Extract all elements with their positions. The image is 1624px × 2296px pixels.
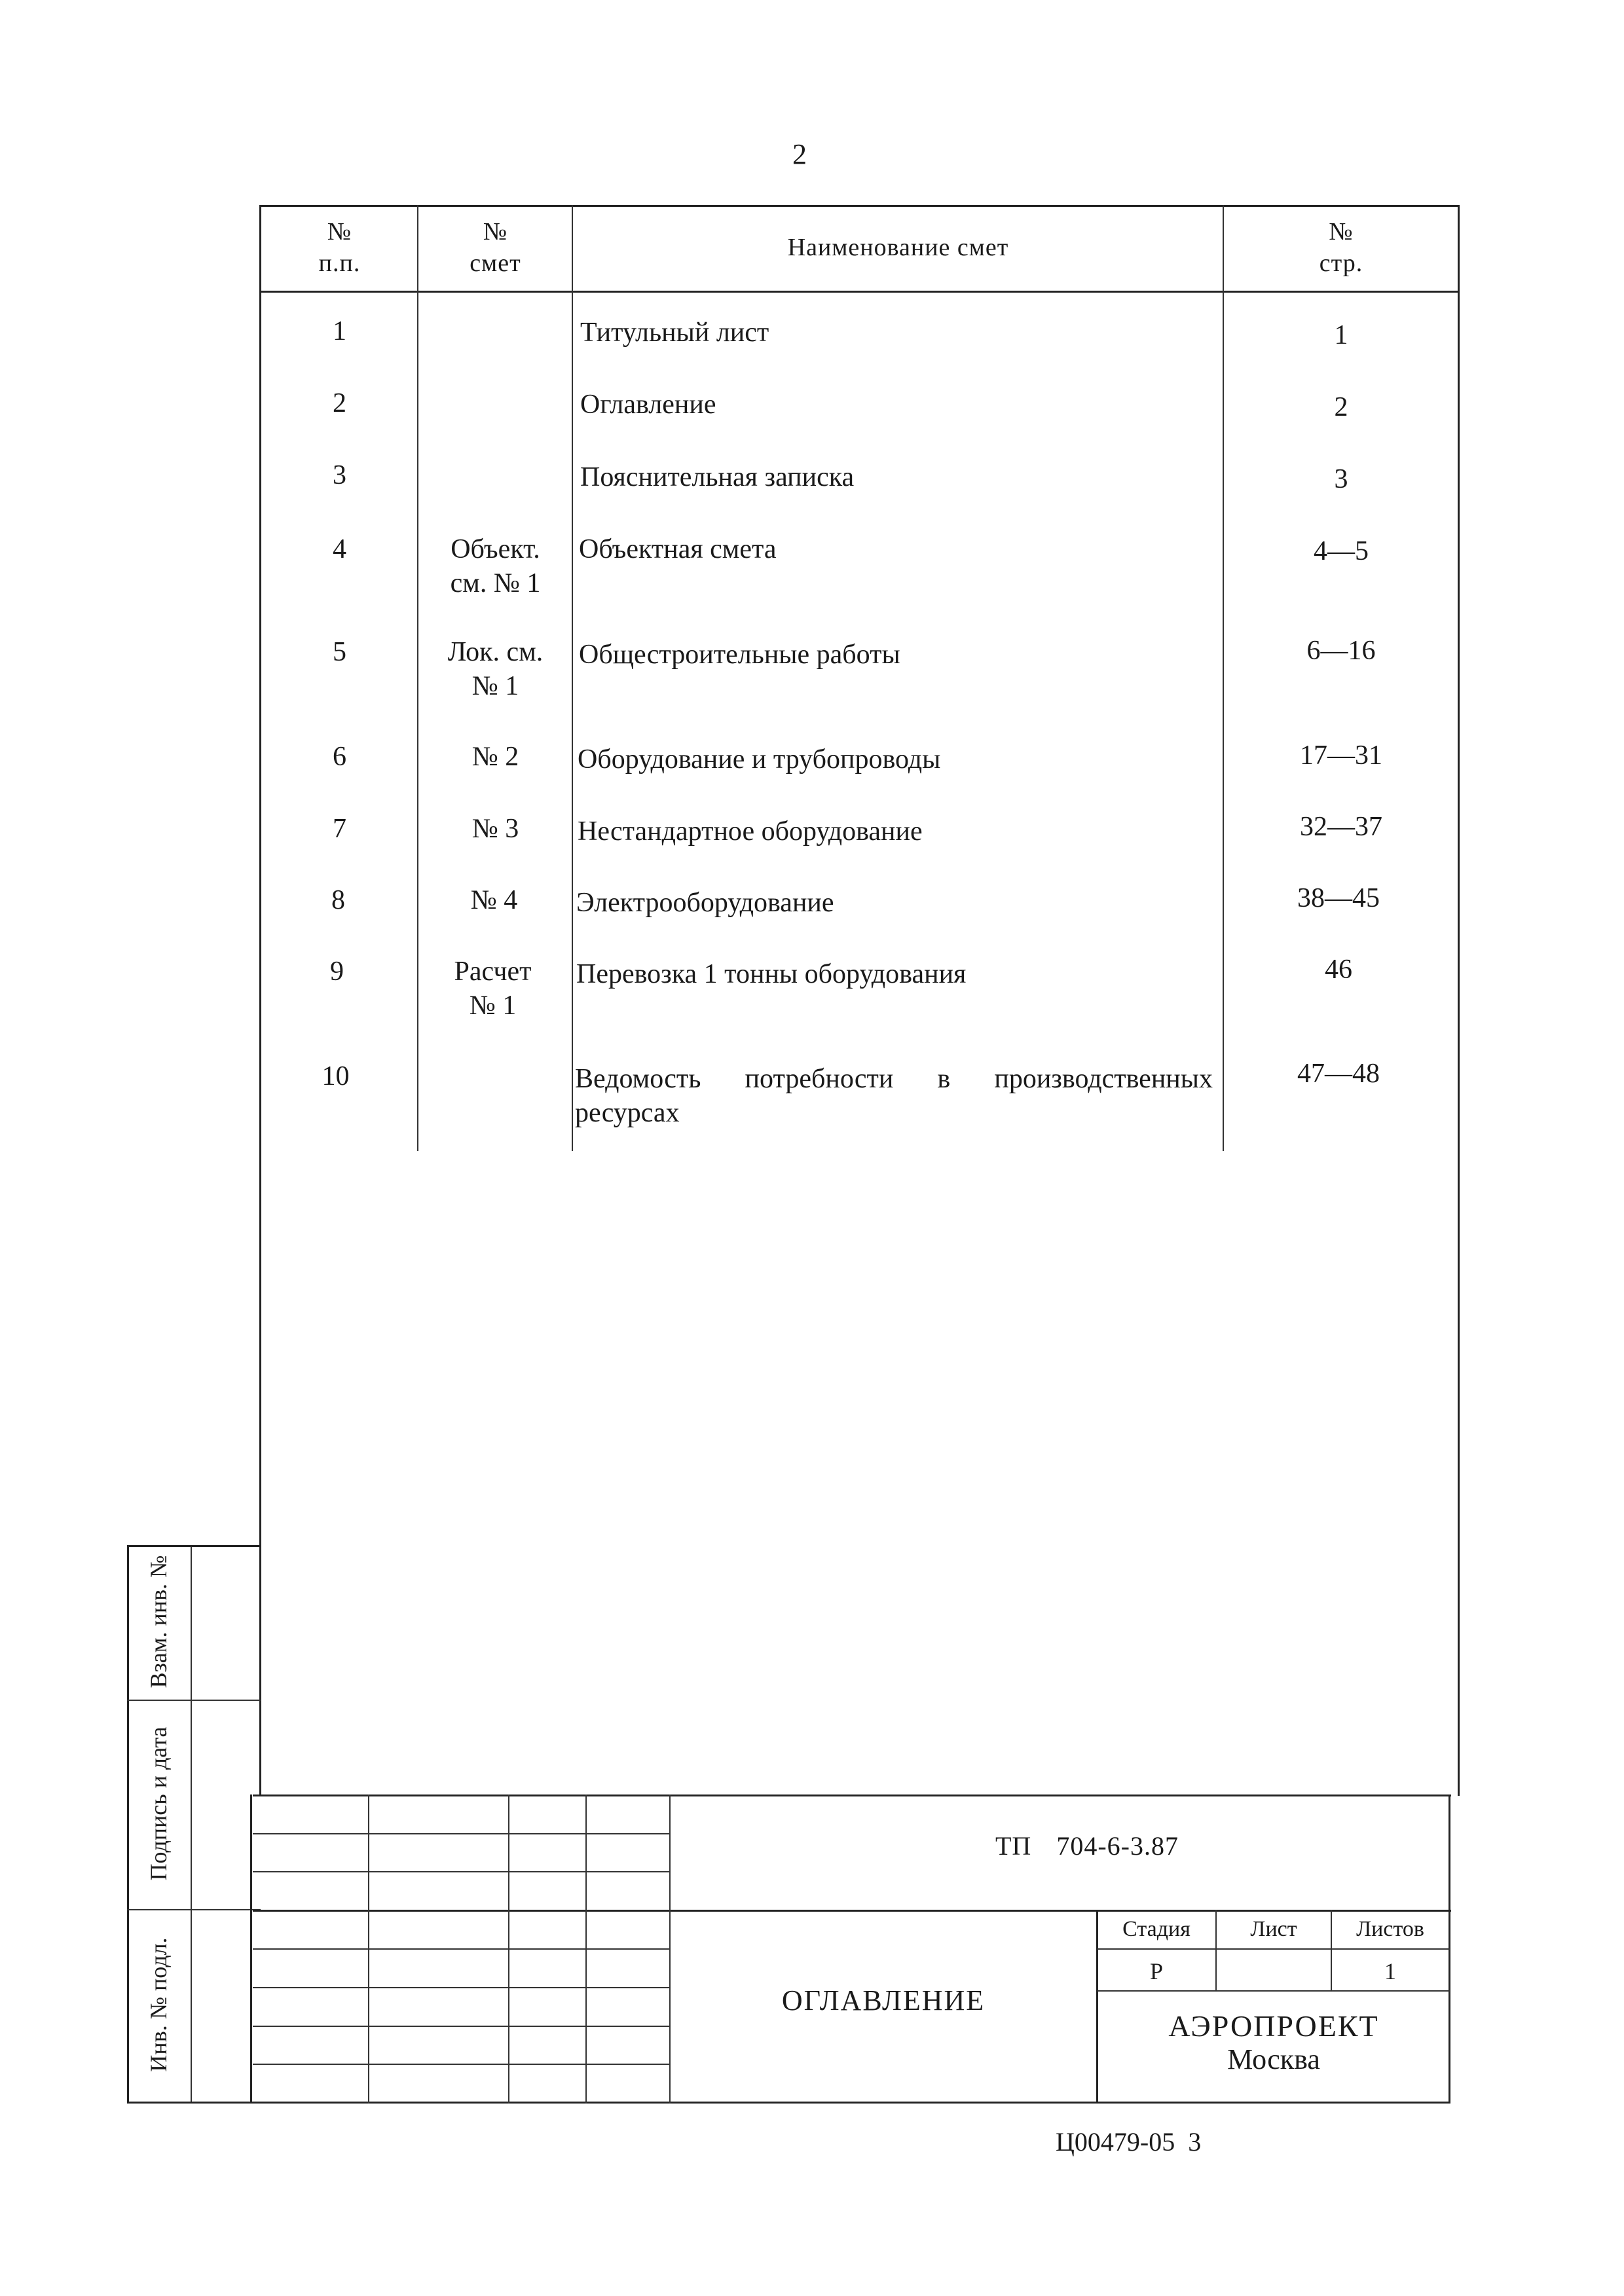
title-block-top (253, 1795, 1451, 1796)
row-number: 2 (333, 388, 346, 418)
row-estimate: № 3 (471, 814, 519, 844)
row-name: Общестроительные работы (579, 640, 900, 670)
header-page-number: № стр. (1319, 218, 1363, 277)
table-left-border (259, 205, 261, 1796)
row-page: 6—16 (1306, 636, 1376, 666)
grid-row-3 (253, 1948, 671, 1950)
table-header-border (261, 291, 1459, 293)
grid-row-2 (253, 1871, 671, 1872)
document-title: ОГЛАВЛЕНИЕ (781, 1984, 986, 2016)
row-page: 1 (1334, 320, 1348, 350)
sheets-label: Листов (1356, 1917, 1424, 1941)
footer-code: Ц00479-05 3 (1056, 2127, 1202, 2157)
row-page: 38—45 (1297, 883, 1380, 913)
row-number: 4 (333, 534, 346, 564)
side-stamp-left-border (127, 1545, 129, 2103)
title-block-left (250, 1795, 252, 2104)
row-page: 47—48 (1297, 1059, 1380, 1089)
side-label-inv-original: Инв. № подл. (145, 1937, 172, 2072)
grid-row-5 (253, 2026, 671, 2027)
row-number: 9 (330, 957, 344, 987)
stage-value-sep (1098, 1990, 1450, 1992)
stage-header-sep (1098, 1948, 1450, 1950)
row-number: 5 (333, 637, 346, 667)
stage-value: Р (1150, 1958, 1164, 1984)
table-right-border (1458, 205, 1460, 1796)
document-code (995, 1831, 1179, 1861)
organization-name: АЭРОПРОЕКТ (1168, 2009, 1379, 2043)
row-name: Пояснительная записка (580, 462, 855, 492)
col-sep-2 (572, 205, 573, 1151)
row-name: Объектная смета (579, 534, 777, 564)
title-block-bottom (127, 2102, 1450, 2104)
row-name: Перевозка 1 тонны оборудования (576, 959, 967, 989)
row-page: 4—5 (1314, 536, 1369, 566)
row-page: 2 (1334, 392, 1348, 422)
row-page: 17—31 (1300, 740, 1382, 771)
organization-city: Москва (1227, 2043, 1320, 2075)
row-estimate: № 2 (471, 742, 519, 772)
header-row-number: № п.п. (318, 218, 361, 277)
side-label-replaced-inv: Взам. инв. № (145, 1555, 172, 1688)
row-page: 3 (1334, 464, 1348, 494)
row-name: Оборудование и трубопроводы (578, 744, 941, 774)
grid-row-4 (253, 1987, 671, 1988)
header-estimate-name: Наименование смет (787, 234, 1009, 261)
title-block-mid (253, 1910, 1451, 1912)
row-page: 46 (1325, 955, 1352, 985)
row-estimate: Расчет № 1 (454, 957, 532, 1021)
row-number: 7 (333, 814, 346, 844)
col-sep-3 (1223, 205, 1224, 1151)
row-estimate: № 4 (470, 885, 518, 915)
row-number: 6 (333, 742, 346, 772)
row-number: 3 (333, 460, 346, 490)
row-name: Ведомость потребности в производственных ресурсах (575, 1064, 1213, 1128)
row-name: Оглавление (580, 390, 716, 420)
stage-label: Стадия (1122, 1917, 1190, 1941)
row-number: 1 (333, 316, 346, 346)
side-stamp-divider (191, 1545, 192, 2103)
row-name: Титульный лист (580, 318, 769, 348)
page-number: 2 (792, 138, 807, 170)
row-name: Электрооборудование (576, 888, 834, 918)
code-number: 704-6-3.87 (1056, 1831, 1179, 1861)
row-estimate: Лок. см. № 1 (447, 637, 544, 701)
code-prefix: ТП (995, 1831, 1032, 1861)
side-label-signature-date: Подпись и дата (145, 1726, 172, 1881)
sheet-label: Лист (1250, 1917, 1297, 1941)
row-number: 8 (331, 885, 345, 915)
row-estimate: Объект. см. № 1 (450, 534, 541, 598)
sheets-value: 1 (1384, 1958, 1396, 1984)
row-page: 32—37 (1300, 812, 1382, 842)
grid-row-1 (253, 1833, 671, 1834)
row-name: Нестандартное оборудование (578, 816, 923, 847)
grid-row-6 (253, 2064, 671, 2065)
table-top-border (261, 205, 1459, 207)
header-estimate-number: № смет (470, 218, 521, 277)
row-number: 10 (322, 1061, 350, 1091)
